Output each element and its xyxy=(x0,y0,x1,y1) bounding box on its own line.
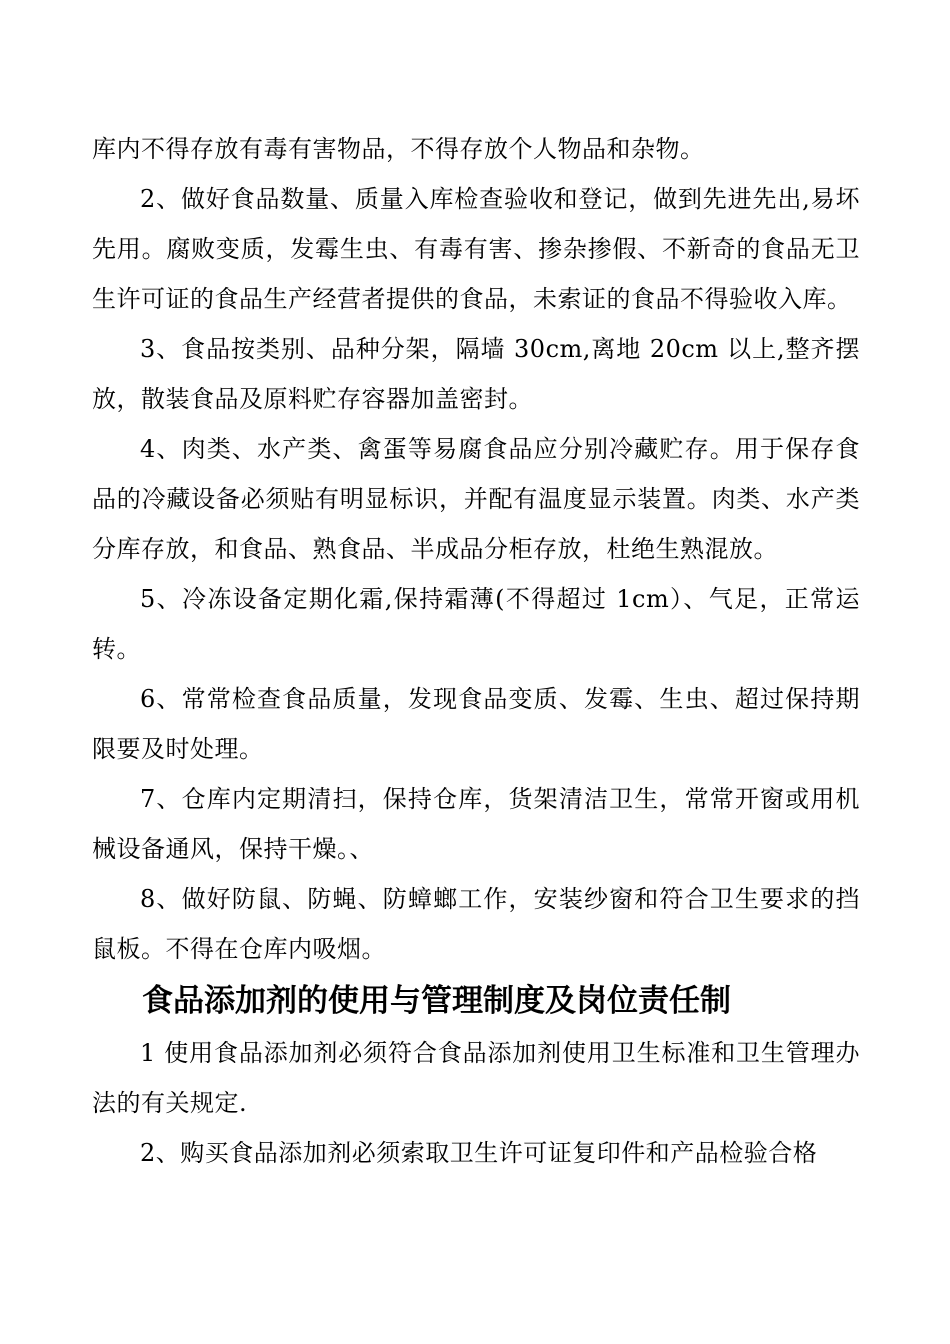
paragraph: 3、食品按类别、品种分架，隔墙 30cm,离地 20cm 以上,整齐摆放，散装食品及原料贮存容器加盖密封。 xyxy=(92,335,860,413)
document-page xyxy=(92,124,860,1178)
section-heading: 食品添加剂的使用与管理制度及岗位责任制 xyxy=(142,983,731,1019)
paragraph: 2、购买食品添加剂必须索取卫生许可证复印件和产品检验合格 xyxy=(140,1139,818,1167)
paragraph: 5、冷冻设备定期化霜,保持霜薄(不得超过 1cm）、气足，正常运转。 xyxy=(92,585,860,663)
paragraph: 1 使用食品添加剂必须符合食品添加剂使用卫生标准和卫生管理办法的有关规定. xyxy=(92,1039,860,1117)
section-storage-rules xyxy=(92,124,860,974)
paragraph: 库内不得存放有毒有害物品，不得存放个人物品和杂物。 xyxy=(92,135,705,163)
paragraph: 4、肉类、水产类、禽蛋等易腐食品应分别冷藏贮存。用于保存食品的冷藏设备必须贴有明显标识，并配有温度显示装置。肉类、水产类分库存放，和食品、熟食品、半成品分柜存放，杜绝生熟混放。 xyxy=(92,435,860,563)
paragraph: 7、仓库内定期清扫，保持仓库，货架清洁卫生，常常开窗或用机械设备通风，保持干燥。、 xyxy=(92,785,860,863)
paragraph: 8、做好防鼠、防蝇、防蟑螂工作，安装纱窗和符合卫生要求的挡鼠板。不得在仓库内吸烟。 xyxy=(92,885,860,963)
paragraph: 6、常常检查食品质量，发现食品变质、发霉、生虫、超过保持期限要及时处理。 xyxy=(92,685,860,763)
paragraph: 2、做好食品数量、质量入库检查验收和登记，做到先进先出,易坏先用。腐败变质，发霉生虫、有毒有害、掺杂掺假、不新奇的食品无卫生许可证的食品生产经营者提供的食品，未索证的食品不得验收入库。 xyxy=(92,185,860,313)
section-additive-rules xyxy=(92,1028,860,1178)
